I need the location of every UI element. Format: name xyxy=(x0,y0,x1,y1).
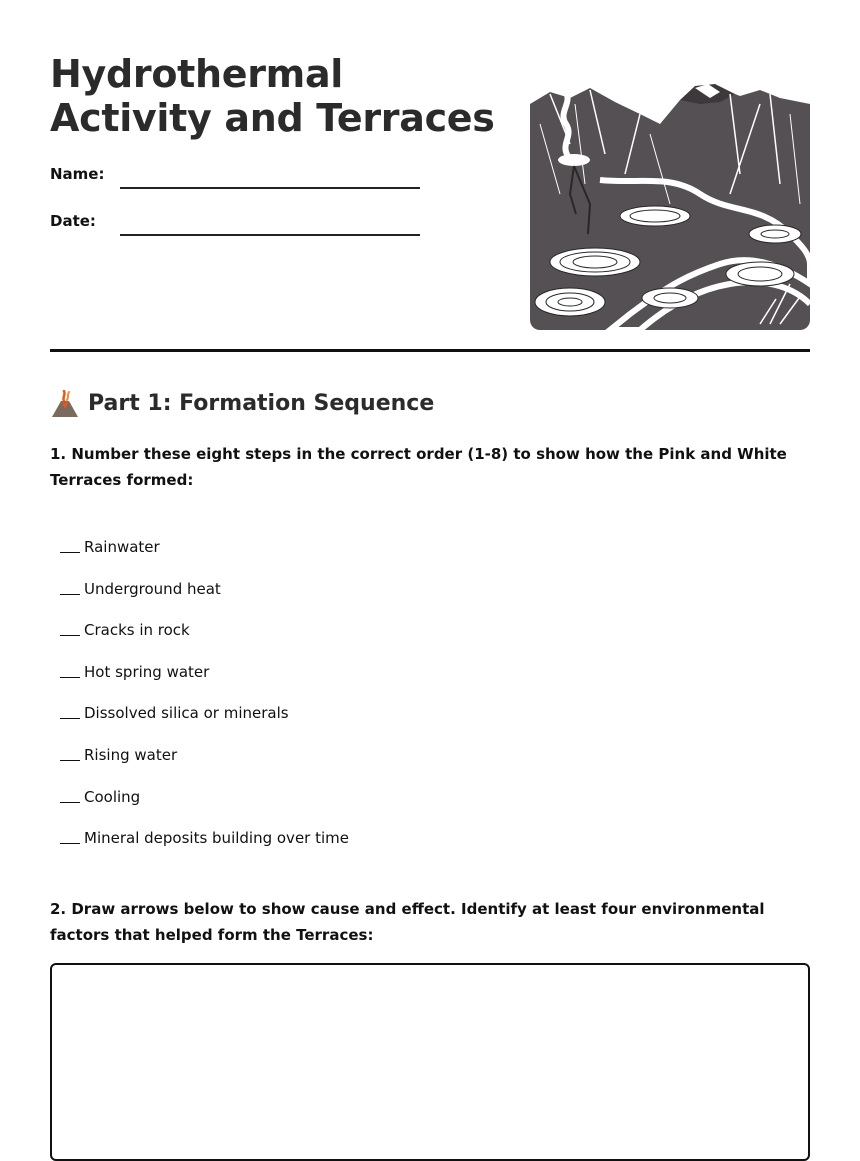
name-field xyxy=(50,164,420,188)
step-number-blank[interactable] xyxy=(60,784,80,803)
header-divider xyxy=(50,349,810,352)
date-label: Date: xyxy=(50,212,96,230)
formation-steps-list xyxy=(60,534,560,867)
step-label: Mineral deposits building over time xyxy=(84,829,349,848)
date-field xyxy=(50,211,420,235)
step-number-blank[interactable] xyxy=(60,742,80,761)
question-2: 2. Draw arrows below to show cause and effect. Identify at least four environmental factors that helped form the Terraces: xyxy=(50,900,765,944)
step-number-blank[interactable] xyxy=(60,617,80,636)
volcano-icon xyxy=(50,389,80,419)
cause-effect-drawing-box[interactable] xyxy=(50,963,810,1161)
step-label: Underground heat xyxy=(84,579,221,598)
part1-title xyxy=(50,388,434,420)
step-label: Hot spring water xyxy=(84,662,210,681)
step-number-blank[interactable] xyxy=(60,700,80,719)
step-number-blank[interactable] xyxy=(60,659,80,678)
step-label: Cracks in rock xyxy=(84,621,190,640)
step-number-blank[interactable] xyxy=(60,534,80,553)
step-number-blank[interactable] xyxy=(60,825,80,844)
worksheet-page xyxy=(50,0,810,1161)
date-write-line[interactable] xyxy=(120,234,420,236)
list-item xyxy=(60,534,560,576)
step-label: Cooling xyxy=(84,787,141,806)
name-write-line[interactable] xyxy=(120,187,420,189)
worksheet-title: Hydrothermal Activity and Terraces xyxy=(50,52,495,140)
step-label: Rising water xyxy=(84,745,178,764)
list-item xyxy=(60,825,560,867)
question-1: 1. Number these eight steps in the correct order (1-8) to show how the Pink and White Terraces formed: xyxy=(50,445,787,489)
list-item xyxy=(60,576,560,618)
list-item xyxy=(60,742,560,784)
terraces-illustration xyxy=(530,84,810,330)
list-item xyxy=(60,617,560,659)
part1-title-text: Part 1: Formation Sequence xyxy=(88,391,435,416)
step-label: Rainwater xyxy=(84,538,160,556)
list-item xyxy=(60,784,560,826)
list-item xyxy=(60,659,560,701)
name-label: Name: xyxy=(50,165,105,183)
step-label: Dissolved silica or minerals xyxy=(84,704,289,723)
step-number-blank[interactable] xyxy=(60,576,80,595)
list-item xyxy=(60,700,560,742)
